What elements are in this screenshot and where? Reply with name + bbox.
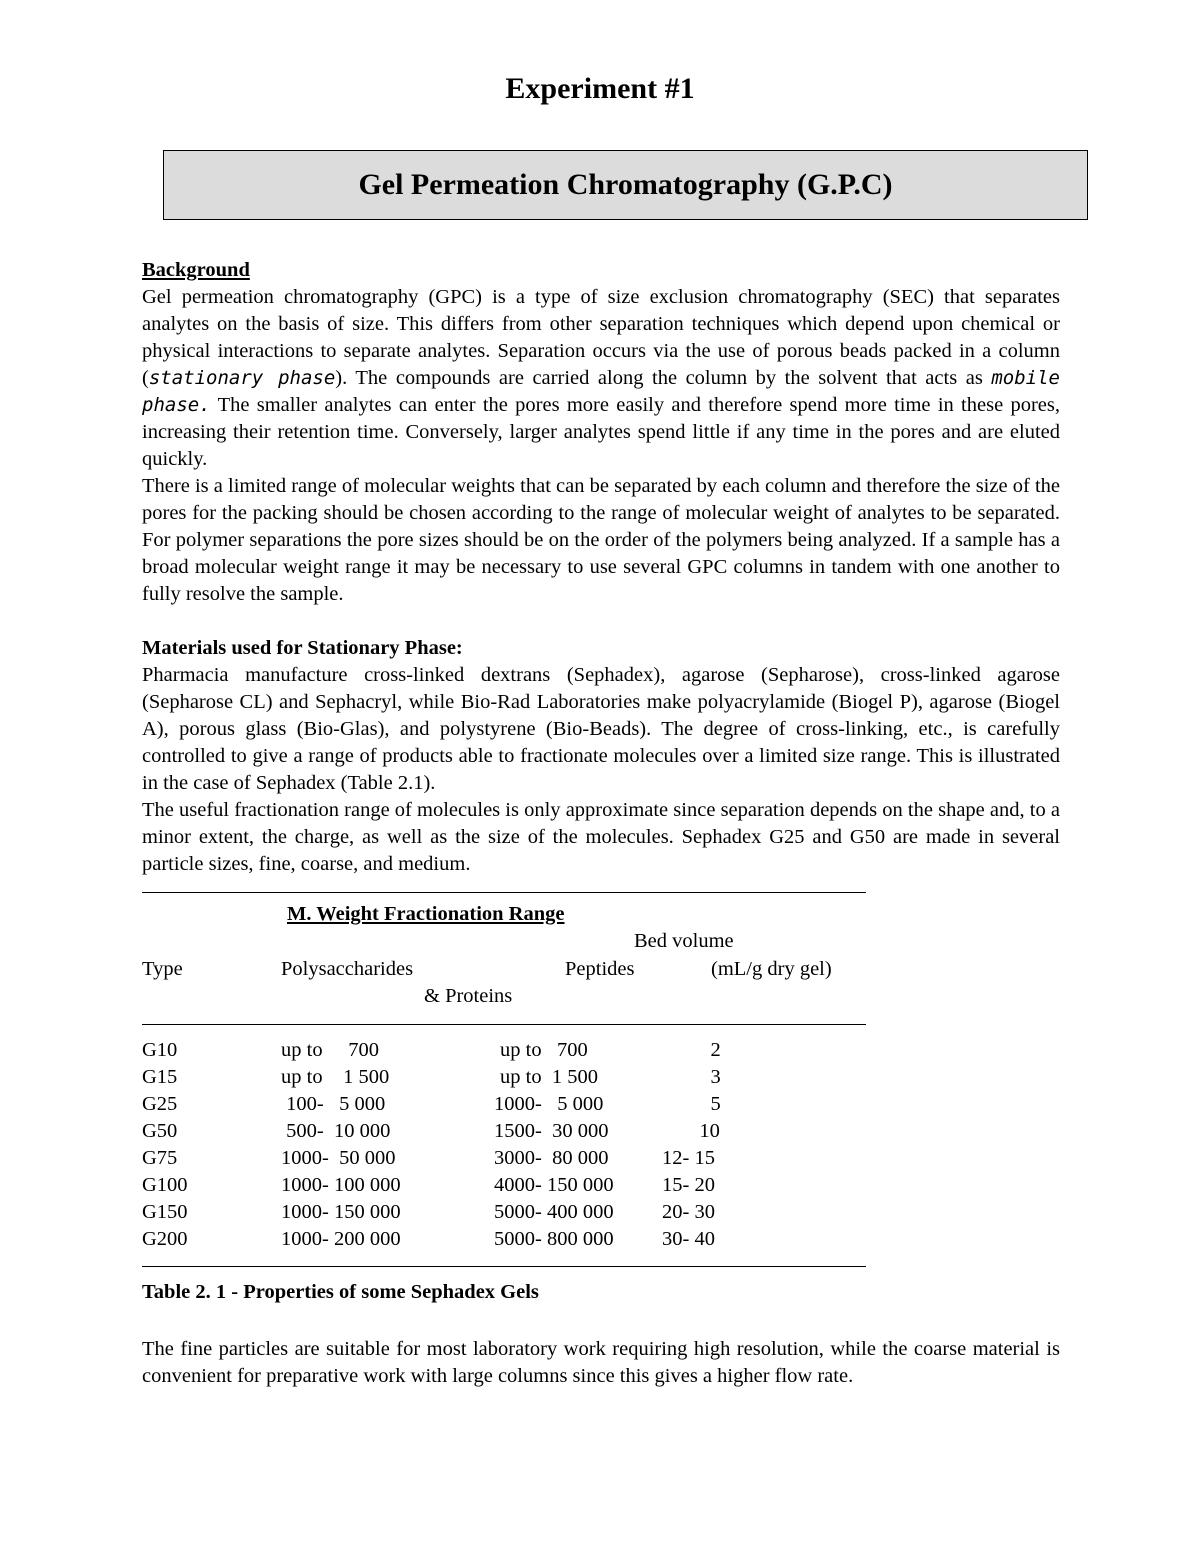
- materials-paragraph-1: Pharmacia manufacture cross-linked dextrans (Sephadex), agarose (Sepharose), cross-linked agarose (Sepharose CL) and Sephacryl, while Bio-Rad Laboratories make polyacrylamide (Biogel P), agarose (Biogel A), porous glass (Bio-Glas), and polystyrene (Bio-Beads). The degree of cross-linking, etc., is carefully controlled to give a range of products able to fractionate molecules over a limited size range. This is illustrated in the case of Sephadex (Table 2.1).: [142, 664, 1060, 794]
- table-row: G10 up to 700 up to 700 2: [142, 1039, 721, 1061]
- table-top-rule: [142, 892, 866, 893]
- table-header-row: [142, 956, 866, 983]
- table-bed-volume-row: [142, 928, 866, 955]
- table-bottom-rule: [142, 1266, 866, 1267]
- table-header-row-2: [142, 983, 866, 1010]
- stationary-phase-term: stationary phase: [148, 367, 336, 389]
- background-paragraph-1: Gel permeation chromatography (GPC) is a type of size exclusion chromatography (SEC) that separates analytes on the basis of size. This differs from other separation techniques which depend upon chemical or physical interactions to separate analytes. Separation occurs via the use of porous beads packed in a column (stationary phase). The compounds are carried along the column by the solvent that acts as mobile phase. The smaller analytes can enter the pores more easily and therefore spend more time in these pores, increasing their retention time. Conversely, larger analytes spend little if any time in the pores and are eluted quickly.: [142, 286, 1060, 470]
- bed-volume-label: Bed volume: [634, 930, 734, 952]
- group-header: M. Weight Fractionation Range: [287, 903, 565, 925]
- table-caption: Table 2. 1 - Properties of some Sephadex Gels: [142, 1281, 539, 1303]
- materials-paragraph-2: The useful fractionation range of molecules is only approximate since separation depends on the shape and, to a minor extent, the charge, as well as the size of the molecules. Sephadex G25 and G50 are made in several particle sizes, fine, coarse, and medium.: [142, 799, 1060, 875]
- table-row: G15 up to 1 500 up to 1 500 3: [142, 1066, 721, 1088]
- col-type: Type: [142, 958, 183, 980]
- page-title: Experiment #1: [505, 72, 695, 105]
- table-group-header-row: [142, 901, 866, 928]
- col-bed: (mL/g dry gel): [711, 958, 832, 980]
- col-poly-2: & Proteins: [424, 985, 513, 1007]
- table-header-rule: [142, 1024, 866, 1025]
- col-pep: Peptides: [565, 958, 635, 980]
- title-box: [163, 150, 1088, 220]
- table-row: G25 100- 5 000 1000- 5 000 5: [142, 1093, 721, 1115]
- materials-heading: Materials used for Stationary Phase:: [142, 637, 463, 659]
- col-poly: Polysaccharides: [281, 958, 414, 980]
- box-title: Gel Permeation Chromatography (G.P.C): [358, 168, 893, 201]
- table-row: G75 1000- 50 000 3000- 80 000 12- 15: [142, 1147, 715, 1169]
- mobile-phase-term: mobile phase.: [142, 367, 1060, 416]
- table-row: G50 500- 10 000 1500- 30 000 10: [142, 1120, 720, 1142]
- closing-paragraph: The fine particles are suitable for most laboratory work requiring high resolution, while the coarse material is convenient for preparative work with large columns since this gives a higher flow rate.: [142, 1338, 1060, 1387]
- main-content: [142, 257, 1060, 878]
- background-paragraph-2: There is a limited range of molecular weights that can be separated by each column and therefore the size of the pores for the packing should be chosen according to the range of molecular weight of analytes to be separated. For polymer separations the pore sizes should be on the order of the polymers being analyzed. If a sample has a broad molecular weight range it may be necessary to use several GPC columns in tandem with one another to fully resolve the sample.: [142, 475, 1060, 605]
- table-row: G100 1000- 100 000 4000- 150 000 15- 20: [142, 1174, 715, 1196]
- table-row: G150 1000- 150 000 5000- 400 000 20- 30: [142, 1201, 715, 1223]
- background-heading: Background: [142, 259, 250, 281]
- table-row: G200 1000- 200 000 5000- 800 000 30- 40: [142, 1228, 715, 1250]
